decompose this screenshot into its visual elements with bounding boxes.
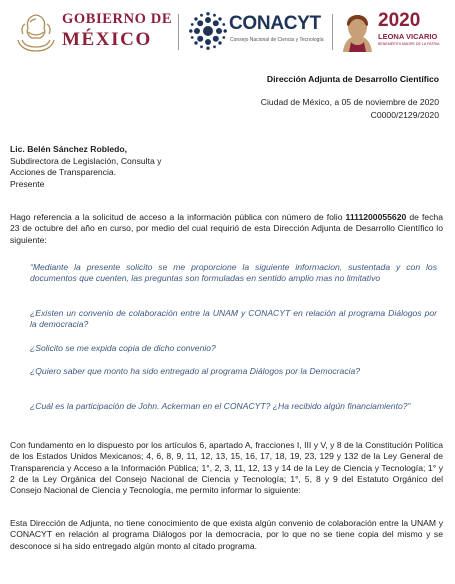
mexican-coat-of-arms-icon xyxy=(14,10,58,52)
addressee-line: Subdirectora de Legislación, Consulta y xyxy=(10,155,162,166)
gobierno-de-mexico-logo xyxy=(62,12,172,49)
legal-basis-paragraph: Con fundamento en lo dispuesto por los artículos 6, apartado A, fracciones I, III y V, y 8 de la Constitución Política de los Estados Unidos Mexicanos; 4, 6, 8, 9, 11, 12, 13, 15, 16, 17, 18, 19, 23, 129 y 132 de la Ley General de Transparencia y Acceso a la Información Pública; 1°, 2, 3, 11, 12, 13 y 14 de la Ley de Ciencia y Tecnología; 1° y 2 de la Ley Orgánica del Consejo Nacional de Ciencia y Tecnología; 1°, 5, 8 y 9 del Estatuto Orgánico del Consejo Nacional de Ciencia y Tecnología, me permito informar lo siguiente: xyxy=(10,440,443,496)
addressee-block xyxy=(10,144,161,190)
intro-text: de fecha 23 de octubre del año en curso, por medio del cual requirió de esta Dirección Adjunta de Desarrollo Científico lo siguiente: xyxy=(10,212,443,245)
conacyt-dots-logo-icon xyxy=(189,12,227,50)
request-item: ¿Cuál es la participación de John. Ackerman en el CONACYT? ¿Ha recibido algún financiamiento?” xyxy=(30,401,411,411)
addressee-line: Presente xyxy=(10,178,45,189)
folio-number: 1111200055620 xyxy=(345,212,407,222)
letterhead xyxy=(0,0,455,62)
addressee-name: Lic. Belén Sánchez Robledo, xyxy=(10,144,127,154)
request-item: ¿Quiero saber que monto ha sido entregado al programa Diálogos por la Democracia? xyxy=(30,366,361,376)
year-2020: 2020 xyxy=(378,10,421,31)
addressee-line: Acciones de Transparencia. xyxy=(10,167,117,178)
request-item: ¿Solicito se me expida copia de dicho convenio? xyxy=(30,343,216,353)
leona-vicario-portrait-icon xyxy=(341,12,374,52)
request-item: ¿Existen un convenio de colaboración entre la UNAM y CONACYT en relación al programa Diálogos por la democracia? xyxy=(30,308,437,330)
conacyt-wordmark: CONACYT xyxy=(229,13,321,34)
leona-vicario-name: LEONA VICARIO xyxy=(378,32,438,41)
leona-vicario-tagline: BENEMÉRITA MADRE DE LA PATRIA xyxy=(378,42,440,46)
intro-text: Hago referencia a la solicitud de acceso a la información pública con número de folio xyxy=(10,212,346,222)
request-item: “Mediante la presente solicito se me proporcione la siguiente informacion, sustentada y con los documentos que cuenten, las preguntas son formuladas en sentido amplio mas no limitativo xyxy=(30,262,437,284)
response-paragraph: Esta Dirección de Adjunta, no tiene conocimiento de que exista algún convenio de colaboración entre la UNAM y CONACYT en relación al programa Diálogos por la democracia, por lo que no se tiene copia del mismo y se desconoce si ha sido entregado algún monto al citado programa. xyxy=(10,518,443,551)
directorate-title: Dirección Adjunta de Desarrollo Científico xyxy=(266,74,439,84)
conacyt-subtitle: Consejo Nacional de Ciencia y Tecnología xyxy=(230,37,324,43)
reference-number: C0000/2129/2020 xyxy=(370,110,439,120)
header-divider xyxy=(178,14,179,50)
gobierno-line2: MÉXICO xyxy=(62,28,152,50)
intro-paragraph xyxy=(10,212,443,246)
place-and-date: Ciudad de México, a 05 de noviembre de 2020 xyxy=(260,97,439,107)
gobierno-line1: GOBIERNO DE xyxy=(62,11,173,27)
header-divider xyxy=(332,14,333,50)
